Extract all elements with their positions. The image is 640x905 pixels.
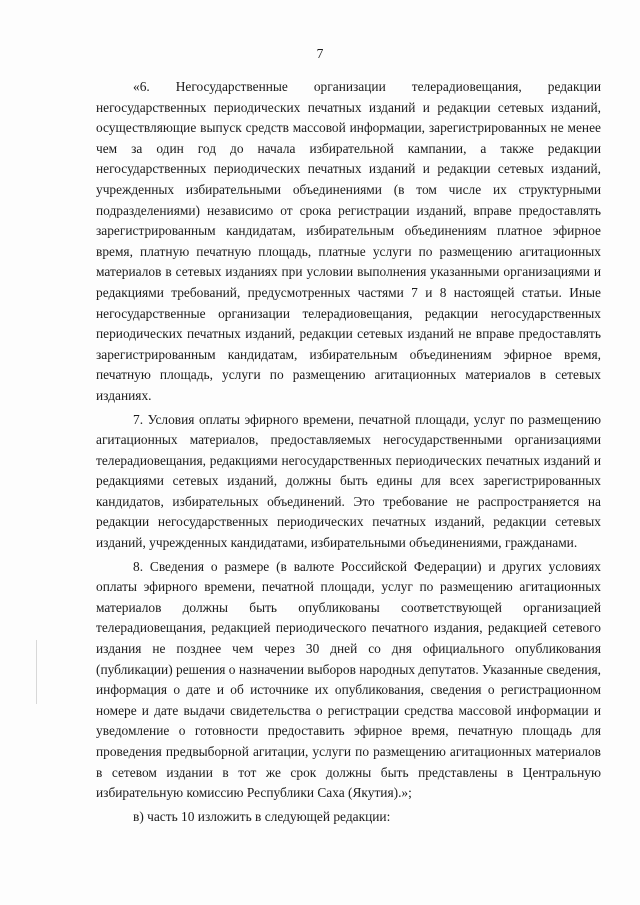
- paragraph-part-7: 7. Условия оплаты эфирного времени, печатной площади, услуг по размещению агитационных материалов, предоставляемых негосударственными организациями телерадиовещания, редакциями негосударственных периодических печатных изданий и редакциями сетевых изданий, должны быть едины для всех зарегистрированных кандидатов, избирательных объединений. Это требование не распространяется на редакции негосударственных периодических печатных изданий, редакции сетевых изданий, учрежденных кандидатами, избирательными объединениями, гражданами.: [96, 411, 601, 551]
- paragraph-amendment-v: в) часть 10 изложить в следующей редакции:: [133, 808, 391, 824]
- document-body: [96, 77, 601, 830]
- scan-artifact-line: [36, 640, 37, 704]
- paragraph-part-6: «6. Негосударственные организации телерадиовещания, редакции негосударственных периодических печатных изданий и редакции сетевых изданий, осуществляющие выпуск средств массовой информации, зарегистрированных не менее чем за один год до начала избирательной кампании, а также редакции негосударственных периодических печатных изданий и редакции сетевых изданий, учрежденных избирательными объединениями (в том числе их структурными подразделениями) независимо от срока регистрации изданий, вправе предоставлять зарегистрированным кандидатам, избирательным объединениям платное эфирное время, платную печатную площадь, платные услуги по размещению агитационных материалов в сетевых изданиях при условии выполнения указанными организациями и редакциями требований, предусмотренных частями 7 и 8 настоящей статьи. Иные негосударственные организации телерадиовещания, редакции негосударственных периодических печатных изданий, редакции сетевых изданий не вправе предоставлять зарегистрированным кандидатам, избирательным объединениям эфирное время, печатную площадь, услуги по размещению агитационных материалов в сетевых изданиях.: [96, 79, 601, 403]
- paragraph-part-8: 8. Сведения о размере (в валюте Российской Федерации) и других условиях оплаты эфирного времени, печатной площади, услуг по размещению агитационных материалов должны быть опубликованы соответствующей организацией телерадиовещания, редакцией периодического печатного издания, редакцией сетевого издания не позднее чем через 30 дней со дня официального опубликования (публикации) решения о назначении выборов народных депутатов. Указанные сведения, информация о дате и об источнике их опубликования, сведения о регистрационном номере и дате выдачи свидетельства о регистрации средства массовой информации и уведомление о готовности предоставить эфирное время, печатную площадь для проведения предвыборной агитации, услуги по размещению агитационных материалов в сетевом издании в тот же срок должны быть представлены в Центральную избирательную комиссию Республики Саха (Якутия).»;: [96, 558, 601, 801]
- page-number: 7: [316, 46, 324, 61]
